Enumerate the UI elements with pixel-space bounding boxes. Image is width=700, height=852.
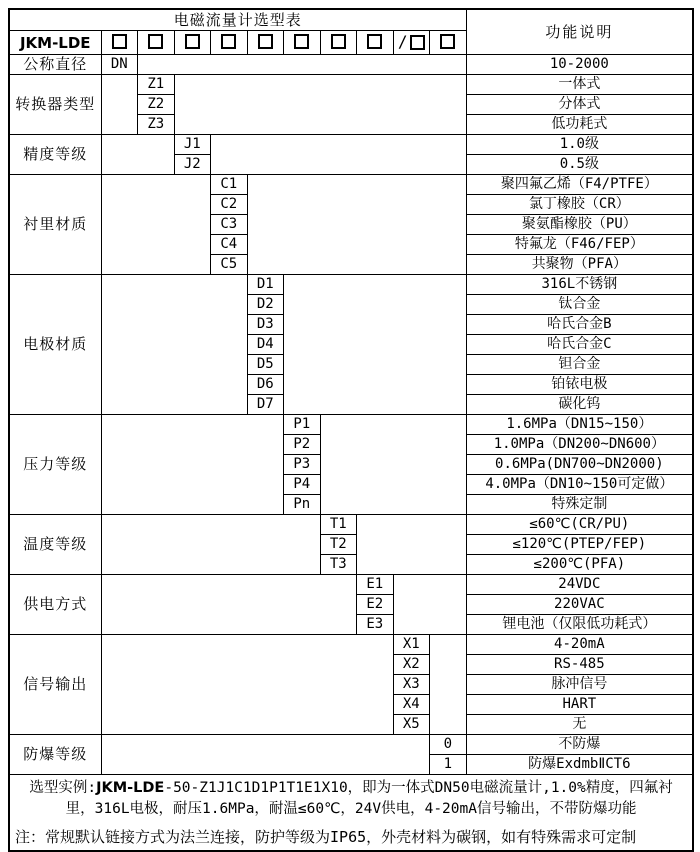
desc-cell-X1: 4-20mA [466,635,693,655]
section-label-electrode-material: 电极材质 [9,275,101,415]
desc-cell-Z3: 低功耗式 [466,115,693,135]
desc-cell-C4: 特氟龙（F46/FEP） [466,235,693,255]
desc-cell-Z1: 一体式 [466,75,693,95]
desc-cell-T2: ≤120℃(PTEP/FEP) [466,535,693,555]
desc-cell-J2: 0.5级 [466,155,693,175]
empty-cell [101,515,320,575]
code-cell-Z1: Z1 [138,75,175,95]
empty-cell [101,135,174,175]
code-cell-E2: E2 [357,595,394,615]
checkbox-icon [221,34,236,49]
code-cell-D4: D4 [247,335,284,355]
selection-table [8,8,694,852]
empty-cell [101,175,211,275]
code-cell-Z3: Z3 [138,115,175,135]
footer-row [9,775,693,852]
model-code-slot-3 [174,31,211,55]
model-code-slot-2 [138,31,175,55]
section-label-pressure-rating: 压力等级 [9,415,101,515]
code-cell-X2: X2 [393,655,430,675]
desc-cell-X3: 脉冲信号 [466,675,693,695]
desc-cell-P3: 0.6MPa(DN700~DN2000) [466,455,693,475]
table-title: 电磁流量计选型表 [9,9,466,31]
model-code-slot-6 [284,31,321,55]
empty-cell [211,135,467,175]
section-row-accuracy-class [9,135,693,155]
selection-example [15,778,687,820]
model-code-slot-5 [247,31,284,55]
checkbox-icon [148,34,163,49]
model-code-slot-1 [101,31,138,55]
code-cell-D5: D5 [247,355,284,375]
example-model-code: JKM-LDE [96,780,165,796]
footer-cell [9,775,693,852]
desc-cell-C1: 聚四氟乙烯（F4/PTFE） [466,175,693,195]
empty-cell [247,175,466,275]
section-label-signal-output: 信号输出 [9,635,101,735]
section-label-temperature-rating: 温度等级 [9,515,101,575]
section-label-explosion-proof: 防爆等级 [9,735,101,775]
desc-cell-C5: 共聚物（PFA） [466,255,693,275]
desc-cell-D7: 碳化钨 [466,395,693,415]
code-cell-E1: E1 [357,575,394,595]
desc-cell-C3: 聚氨酯橡胶（PU） [466,215,693,235]
desc-cell-J1: 1.0级 [466,135,693,155]
checkbox-icon [112,34,127,49]
desc-cell-D6: 铂铱电极 [466,375,693,395]
empty-cell [357,515,467,575]
model-prefix: JKM-LDE [9,31,101,55]
code-cell-C1: C1 [211,175,248,195]
model-code-slot-8 [357,31,394,55]
code-cell-C2: C2 [211,195,248,215]
section-row-electrode-material [9,275,693,295]
desc-cell-P4: 4.0MPa（DN10~150可定做） [466,475,693,495]
desc-cell-1: 防爆ExdmbⅡCT6 [466,755,693,775]
desc-cell-X2: RS-485 [466,655,693,675]
title-row [9,9,693,31]
code-cell-Z2: Z2 [138,95,175,115]
code-cell-T2: T2 [320,535,357,555]
empty-cell [101,735,430,775]
empty-cell [101,275,247,415]
desc-cell-T3: ≤200℃(PFA) [466,555,693,575]
desc-cell-T1: ≤60℃(CR/PU) [466,515,693,535]
code-cell-P2: P2 [284,435,321,455]
desc-cell-D2: 钛合金 [466,295,693,315]
desc-cell-E2: 220VAC [466,595,693,615]
code-cell-X4: X4 [393,695,430,715]
checkbox-icon [331,34,346,49]
section-label-accuracy-class: 精度等级 [9,135,101,175]
code-cell-1: 1 [430,755,467,775]
model-code-slot-10 [430,31,467,55]
code-cell-P1: P1 [284,415,321,435]
code-cell-P3: P3 [284,455,321,475]
checkbox-icon [294,34,309,49]
code-cell-D6: D6 [247,375,284,395]
code-cell-P4: P4 [284,475,321,495]
section-row-temperature-rating [9,515,693,535]
section-label-power-supply: 供电方式 [9,575,101,635]
desc-cell-DN: 10-2000 [466,55,693,75]
desc-cell-D3: 哈氏合金B [466,315,693,335]
code-cell-D2: D2 [247,295,284,315]
model-code-slot-9 [393,31,430,55]
desc-cell-X5: 无 [466,715,693,735]
example-prefix: 选型实例: [29,780,97,796]
code-cell-C3: C3 [211,215,248,235]
model-code-slot-4 [211,31,248,55]
checkbox-icon [367,34,382,49]
slash-separator: / [397,32,408,51]
section-label-nominal-diameter: 公称直径 [9,55,101,75]
desc-cell-E1: 24VDC [466,575,693,595]
section-label-lining-material: 衬里材质 [9,175,101,275]
code-cell-C4: C4 [211,235,248,255]
code-cell-X3: X3 [393,675,430,695]
section-row-lining-material [9,175,693,195]
code-cell-D1: D1 [247,275,284,295]
desc-cell-0: 不防爆 [466,735,693,755]
section-row-signal-output [9,635,693,655]
function-column-header: 功能说明 [466,9,693,55]
desc-cell-X4: HART [466,695,693,715]
desc-cell-D4: 哈氏合金C [466,335,693,355]
checkbox-icon [258,34,273,49]
empty-cell [174,75,466,135]
desc-cell-Z2: 分体式 [466,95,693,115]
empty-cell [138,55,467,75]
empty-cell [101,575,357,635]
empty-cell [320,415,466,515]
code-cell-D3: D3 [247,315,284,335]
section-row-pressure-rating [9,415,693,435]
code-cell-Pn: Pn [284,495,321,515]
desc-cell-D1: 316L不锈钢 [466,275,693,295]
code-cell-J1: J1 [174,135,211,155]
empty-cell [393,575,466,635]
empty-cell [101,415,284,515]
checkbox-icon [440,34,455,49]
empty-cell [101,635,393,735]
section-row-power-supply [9,575,693,595]
desc-cell-E3: 锂电池（仅限低功耗式） [466,615,693,635]
desc-cell-P1: 1.6MPa（DN15~150） [466,415,693,435]
section-row-converter-type [9,75,693,95]
empty-cell [430,635,467,735]
code-cell-D7: D7 [247,395,284,415]
code-cell-J2: J2 [174,155,211,175]
section-row-nominal-diameter [9,55,693,75]
example-rest: -50-Z1J1C1D1P1T1E1X10，即为一体式DN50电磁流量计,1.0%精度，四氟衬里，316L电极，耐压1.6MPa，耐温≤60℃，24V供电，4-20mA信号输出，不带防爆功能 [65,780,673,817]
code-cell-C5: C5 [211,255,248,275]
code-cell-E3: E3 [357,615,394,635]
checkbox-icon [185,34,200,49]
footer-note: 注：常规默认链接方式为法兰连接，防护等级为IP65，外壳材料为碳钢，如有特殊需求可定制 [15,828,637,846]
code-cell-0: 0 [430,735,467,755]
code-cell-T1: T1 [320,515,357,535]
code-cell-DN: DN [101,55,138,75]
empty-cell [284,275,467,415]
desc-cell-D5: 钽合金 [466,355,693,375]
desc-cell-C2: 氯丁橡胶（CR） [466,195,693,215]
desc-cell-Pn: 特殊定制 [466,495,693,515]
checkbox-icon [410,35,425,50]
model-code-slot-7 [320,31,357,55]
desc-cell-P2: 1.0MPa（DN200~DN600） [466,435,693,455]
code-cell-T3: T3 [320,555,357,575]
section-label-converter-type: 转换器类型 [9,75,101,135]
section-row-explosion-proof [9,735,693,755]
empty-cell [101,75,138,135]
code-cell-X1: X1 [393,635,430,655]
code-cell-X5: X5 [393,715,430,735]
